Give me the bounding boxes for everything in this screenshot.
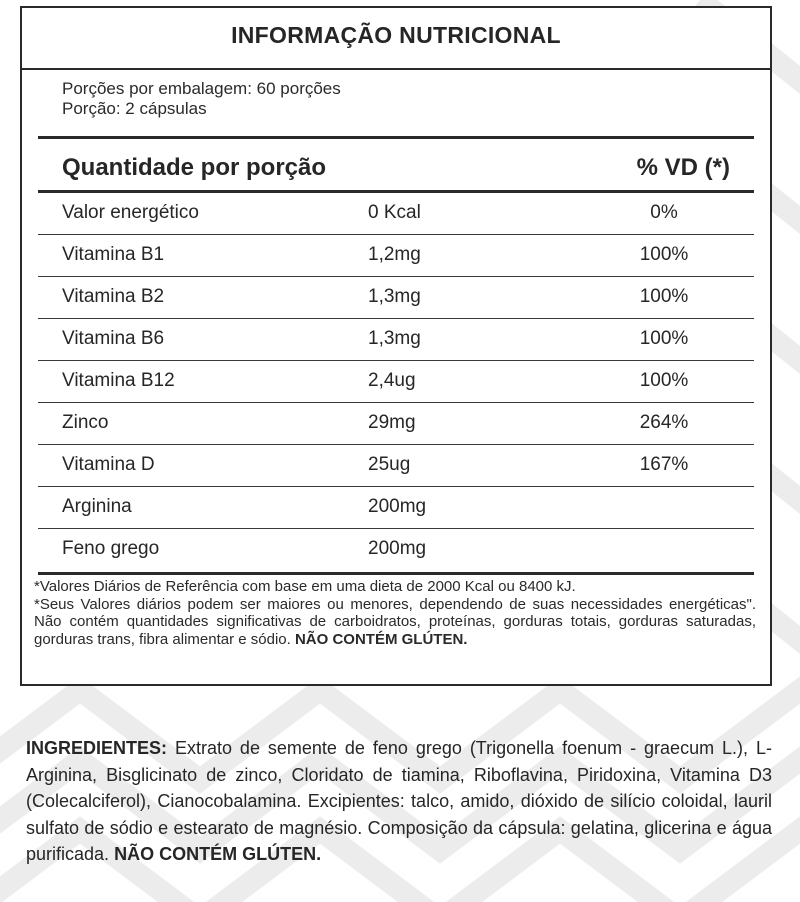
nutrient-name: Zinco [62,412,109,433]
ingredients-section [26,735,772,868]
footnote-gluten-free: NÃO CONTÉM GLÚTEN. [294,630,468,648]
nutrient-amount: 2,4ug [368,370,416,391]
nutrient-name: Vitamina B12 [62,370,175,391]
nutrient-name: Arginina [62,496,132,517]
label-title: INFORMAÇÃO NUTRICIONAL [231,22,561,48]
nutrient-amount: 0 Kcal [368,202,421,223]
nutrient-name: Vitamina B2 [62,286,165,307]
nutrient-amount: 200mg [368,496,427,517]
table-bottom-rule [38,572,754,575]
header-amount-per-serving: Quantidade por porção [62,154,327,181]
title-divider [22,68,770,70]
nutrient-name: Feno grego [62,538,160,559]
ingredients-paragraph [26,735,772,868]
nutrient-name: Vitamina D [62,454,155,475]
table-row [38,487,754,528]
nutrient-amount: 1,3mg [368,286,421,307]
table-row [38,319,754,360]
table-row [38,277,754,318]
footnote-reference-values: *Valores Diários de Referência com base em uma dieta de 2000 Kcal ou 8400 kJ. [34,578,576,595]
serving-size: Porção: 2 cápsulas [62,99,207,118]
nutrient-amount: 1,2mg [368,244,421,265]
footnote-body: *Seus Valores diários podem ser maiores ou menores, dependendo de suas necessidades energéticas". Não contém quantidades significativas de carboidratos, proteínas, gorduras totais, gorduras saturadas, gorduras trans, fibra alimentar e sódio. [34,595,756,648]
table-row [38,193,754,234]
table-row [38,235,754,276]
footnote [34,578,756,648]
nutrient-amount: 200mg [368,538,427,559]
serving-info [62,79,341,119]
nutrient-daily-value: 100% [639,328,689,349]
nutrient-daily-value: 264% [639,412,689,433]
ingredients-text: Extrato de semente de feno grego (Trigonella foenum - graecum L.), L-Arginina, Bisglicinato de zinco, Cloridato de tiamina, Riboflavina, Piridoxina, Vitamina D3 (Colecalciferol), Cianocobalamina. Excipientes: talco, amido, dióxido de silício coloidal, lauril sulfato de sódio e estearato de magnésio. Composição da cápsula: gelatina, glicerina e água purificada. [26,738,772,864]
nutrition-table [38,136,754,576]
footnote-disclaimer [34,596,756,649]
nutrient-name: Valor energético [62,202,199,223]
nutrient-daily-value: 100% [639,370,689,391]
nutrient-amount: 1,3mg [368,328,421,349]
nutrition-facts-label [20,6,772,686]
nutrient-amount: 29mg [368,412,416,433]
table-row [38,529,754,570]
table-row [38,445,754,486]
servings-per-package: Porções por embalagem: 60 porções [62,79,341,98]
nutrient-daily-value: 167% [639,454,689,475]
nutrient-name: Vitamina B1 [62,244,165,265]
ingredients-gluten-free: NÃO CONTÉM GLÚTEN. [114,844,322,864]
nutrient-amount: 25ug [368,454,411,475]
table-row [38,403,754,444]
table-top-rule [38,136,754,139]
table-row [38,361,754,402]
header-daily-value: % VD (*) [636,154,730,181]
ingredients-heading: INGREDIENTES: [26,738,168,758]
nutrient-daily-value: 0% [650,202,678,223]
nutrient-daily-value: 100% [639,244,689,265]
nutrient-name: Vitamina B6 [62,328,165,349]
nutrient-daily-value: 100% [639,286,689,307]
